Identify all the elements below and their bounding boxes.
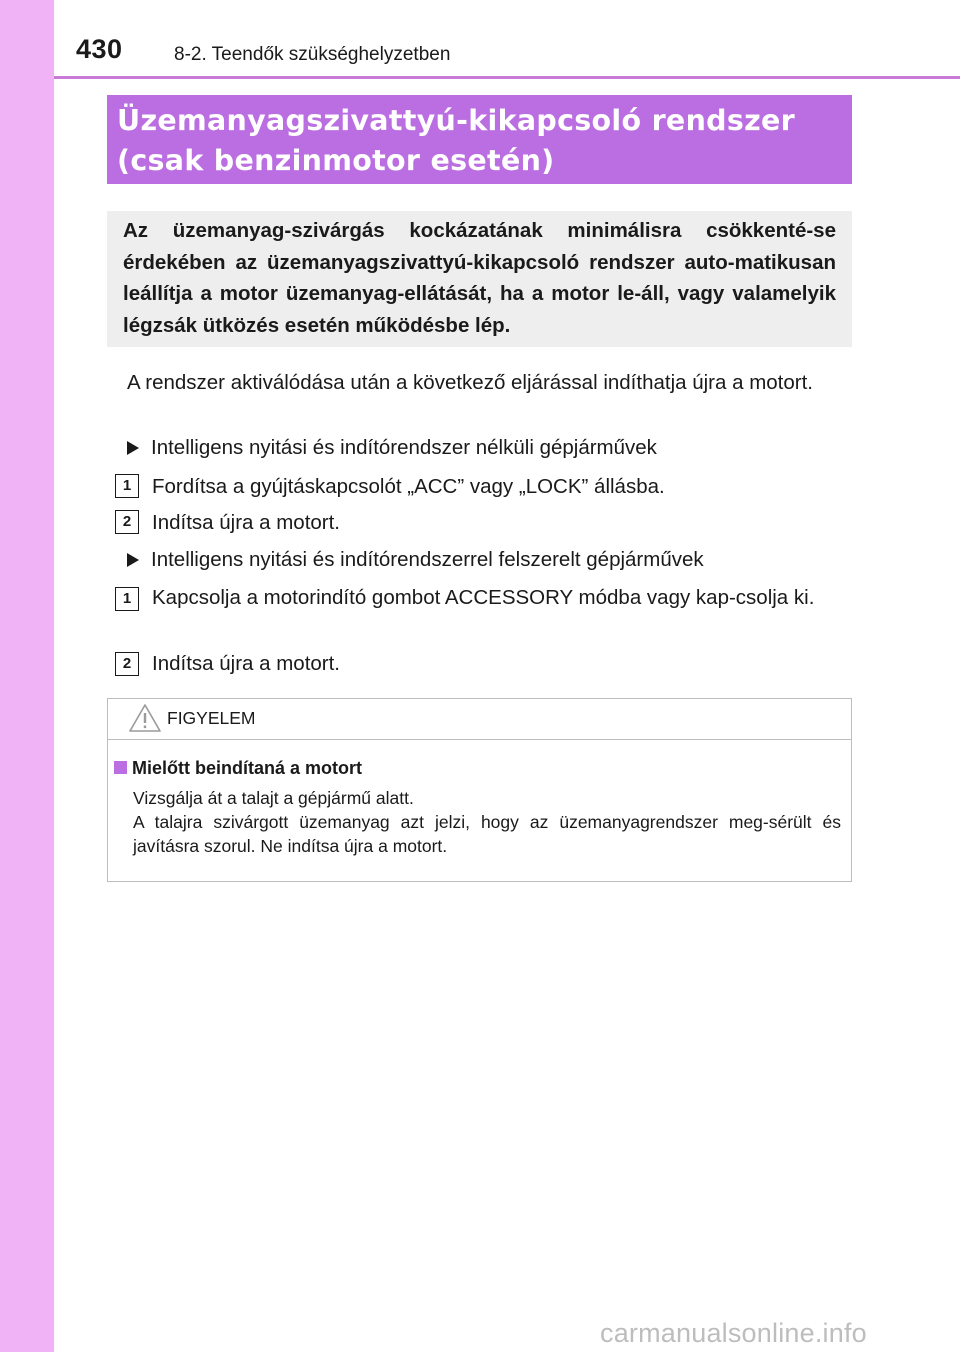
warning-box (107, 698, 852, 882)
step-number-badge: 2 (115, 652, 139, 676)
condition-text: Intelligens nyitási és indítórendszer nélküli gépjárművek (151, 436, 657, 459)
step-text: Fordítsa a gyújtáskapcsolót „ACC” vagy „LOCK” állásba. (152, 475, 665, 498)
step-number-badge: 2 (115, 510, 139, 534)
intro-text: Az üzemanyag-szivárgás kockázatának minimálisra csökkenté-se érdekében az üzemanyagszivattyú-kikapcsoló rendszer auto-matikusan leállítja a motor üzemanyag-ellátását, ha a motor le-áll, vagy valamelyik légzsák ütközés esetén működésbe lép. (123, 219, 836, 337)
step-text: Kapcsolja a motorindító gombot ACCESSORY módba vagy kap-csolja ki. (152, 586, 815, 609)
arrow-right-icon (127, 441, 139, 455)
section-title-line-1: Üzemanyagszivattyú-kikapcsoló rendszer (117, 104, 795, 137)
arrow-right-icon (127, 553, 139, 567)
page-number: 430 (76, 34, 123, 64)
section-title-line-2: (csak benzinmotor esetén) (117, 144, 555, 177)
intro-summary-box (107, 211, 852, 347)
step-text: Indítsa újra a motort. (152, 511, 341, 534)
warning-subheading-text: Mielőtt beindítaná a motort (132, 758, 363, 778)
header-rule (54, 76, 960, 79)
warning-subheading (114, 758, 362, 779)
chapter-sidebar-tab (0, 0, 54, 1352)
chapter-title: 8-2. Teendők szükséghelyzetben (174, 44, 451, 65)
warning-body (133, 786, 841, 858)
warning-triangle-icon (128, 703, 162, 733)
step-number-badge: 1 (115, 587, 139, 611)
warning-header (108, 699, 851, 740)
square-bullet-icon (114, 761, 127, 774)
condition-heading (127, 434, 847, 462)
condition-text: Intelligens nyitási és indítórendszerrel felszerelt gépjárművek (151, 548, 704, 571)
warning-label: FIGYELEM (167, 708, 256, 728)
step-text: Indítsa újra a motort. (152, 652, 341, 675)
body-paragraph: A rendszer aktiválódása után a következő eljárással indíthatja újra a motort. (127, 371, 813, 394)
warning-line-2: A talajra szivárgott üzemanyag azt jelzi, hogy az üzemanyagrendszer meg-sérült és javításra szorul. Ne indítsa újra a motort. (133, 812, 841, 856)
site-watermark: carmanualsonline.info (600, 1318, 867, 1348)
section-heading-box (107, 95, 852, 184)
step-number-badge: 1 (115, 474, 139, 498)
warning-line-1: Vizsgálja át a talajt a gépjármű alatt. (133, 788, 414, 808)
condition-heading (127, 546, 847, 574)
